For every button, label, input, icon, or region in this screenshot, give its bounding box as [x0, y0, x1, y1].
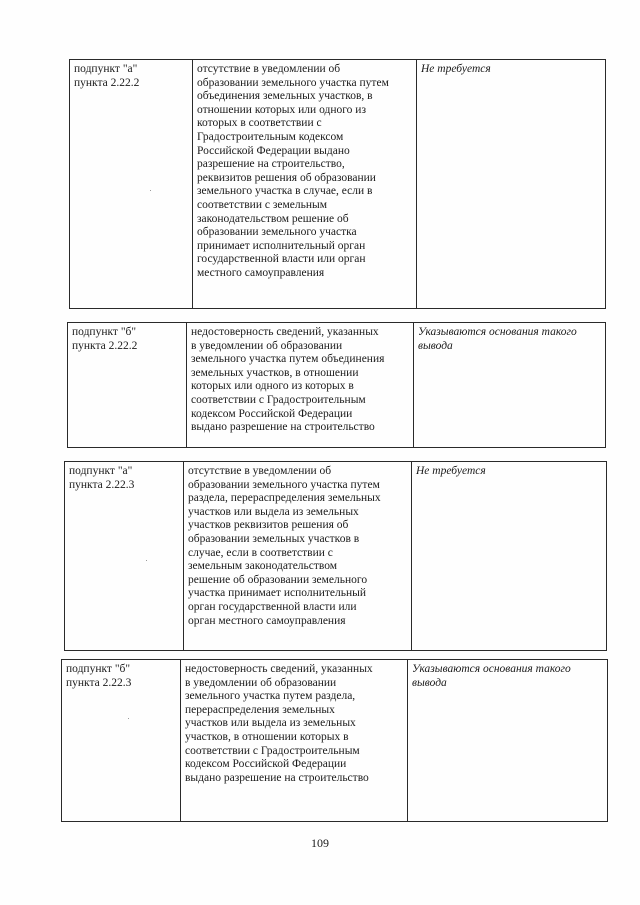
grounds-line: соответствии с земельным — [197, 198, 328, 211]
grounds-line: земельного участка в случае, если в — [197, 185, 373, 198]
grounds-line: законодательством решение об — [197, 212, 349, 225]
scan-speck — [146, 560, 147, 561]
grounds-line: кодексом Российской Федерации — [185, 758, 347, 771]
grounds-line: образовании земельного участка путем — [197, 76, 389, 89]
grounds-line: отсутствие в уведомлении об — [197, 63, 341, 75]
explanation-cell — [416, 60, 605, 308]
clause-line: пункта 2.22.3 — [69, 478, 135, 491]
grounds-line: образовании земельного участка путем — [188, 478, 380, 491]
grounds-line: Российской Федерации выдано — [197, 144, 350, 157]
grounds-line: участка принимает исполнительный — [188, 587, 367, 600]
grounds-line: недостоверность сведений, указанных — [191, 326, 379, 338]
grounds-line: реквизитов решения об образовании — [197, 171, 376, 184]
grounds-line: в уведомлении об образовании — [191, 339, 343, 352]
grounds-line: образовании земельного участка — [197, 226, 357, 239]
table-row — [69, 59, 606, 309]
clause-line: подпункт "а" — [74, 63, 138, 75]
clause-cell — [70, 60, 192, 308]
page-number: 109 — [311, 836, 329, 850]
explanation-cell — [407, 660, 607, 821]
grounds-line: разрешение на строительство, — [197, 158, 345, 171]
grounds-line: отношении которых или одного из — [197, 103, 367, 116]
grounds-line: местного самоуправления — [197, 266, 325, 279]
grounds-line: земельного участка путем раздела, — [185, 690, 356, 703]
explanation-cell — [411, 462, 606, 650]
grounds-cell — [180, 660, 407, 821]
grounds-line: выдано разрешение на строительство — [185, 771, 369, 784]
clause-line: пункта 2.22.2 — [74, 76, 140, 89]
grounds-line: в уведомлении об образовании — [185, 676, 337, 689]
grounds-cell — [183, 462, 411, 650]
table-row — [67, 322, 606, 448]
grounds-line: Градостроительным кодексом — [197, 130, 344, 143]
table-row — [64, 461, 607, 651]
grounds-line: раздела, перераспределения земельных — [188, 492, 381, 505]
grounds-line: образовании земельных участков в — [188, 532, 360, 545]
explanation-cell — [413, 323, 605, 447]
grounds-line: государственной власти или орган — [197, 253, 366, 266]
scan-speck — [150, 190, 151, 191]
grounds-line: отсутствие в уведомлении об — [188, 465, 332, 477]
explanation-line: вывода — [412, 676, 447, 689]
explanation-line: Не требуется — [416, 465, 486, 477]
grounds-cell — [186, 323, 413, 447]
grounds-cell — [192, 60, 416, 308]
table-row — [61, 659, 608, 822]
grounds-line: участков или выдела из земельных — [188, 505, 359, 518]
clause-cell — [62, 660, 180, 821]
grounds-line: случае, если в соответствии с — [188, 546, 333, 559]
clause-line: подпункт "а" — [69, 465, 133, 477]
grounds-line: которых в соответствии с — [197, 117, 322, 130]
grounds-line: орган государственной власти или — [188, 600, 357, 613]
explanation-line: вывода — [418, 339, 453, 352]
explanation-line: Не требуется — [421, 63, 491, 75]
grounds-line: кодексом Российской Федерации — [191, 407, 353, 420]
grounds-line: участков или выдела из земельных — [185, 717, 356, 730]
grounds-line: объединения земельных участков, в — [197, 90, 373, 103]
grounds-line: орган местного самоуправления — [188, 614, 346, 627]
grounds-line: земельным законодательством — [188, 560, 338, 573]
grounds-line: соответствии с Градостроительным — [191, 393, 366, 406]
grounds-line: принимает исполнительный орган — [197, 239, 366, 252]
grounds-line: участков реквизитов решения об — [188, 519, 349, 532]
clause-cell — [68, 323, 186, 447]
grounds-line: перераспределения земельных — [185, 703, 335, 716]
explanation-line: Указываются основания такого — [418, 326, 577, 338]
explanation-line: Указываются основания такого — [412, 663, 571, 675]
grounds-line: выдано разрешение на строительство — [191, 421, 375, 434]
grounds-line: соответствии с Градостроительным — [185, 744, 360, 757]
grounds-line: земельного участка путем объединения — [191, 353, 385, 366]
grounds-line: участков, в отношении которых в — [185, 730, 349, 743]
clause-cell — [65, 462, 183, 650]
clause-line: пункта 2.22.3 — [66, 676, 132, 689]
clause-line: подпункт "б" — [72, 326, 137, 338]
scan-speck — [128, 718, 129, 719]
grounds-line: недостоверность сведений, указанных — [185, 663, 373, 675]
clause-line: подпункт "б" — [66, 663, 131, 675]
grounds-line: которых или одного из которых в — [191, 380, 354, 393]
grounds-line: земельных участков, в отношении — [191, 366, 359, 379]
grounds-line: решение об образовании земельного — [188, 573, 368, 586]
clause-line: пункта 2.22.2 — [72, 339, 138, 352]
